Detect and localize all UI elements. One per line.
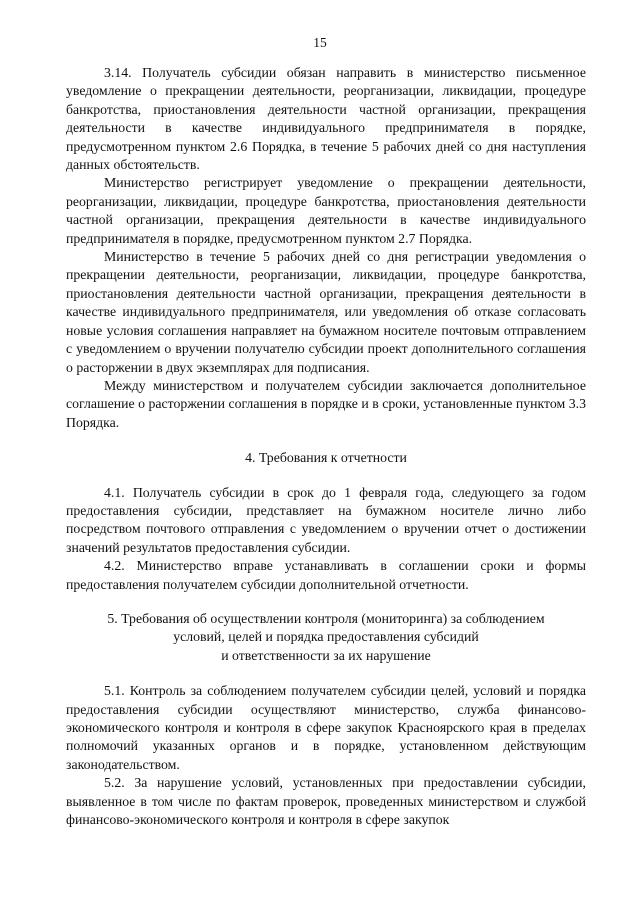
section-5-heading-line-1: 5. Требования об осуществлении контроля (мониторинга) за соблюдением bbox=[107, 610, 545, 626]
paragraph-5-2: 5.2. За нарушение условий, установленных при предоставлении субсидии, выявленное в том числе по фактам проверок, проведенных министерством и службой финансово-экономического контроля и контроля в сфере закупок bbox=[66, 775, 586, 828]
section-5-heading-line-2: условий, целей и порядка предоставления субсидий bbox=[173, 629, 479, 645]
section-5-heading-line-3: и ответственности за их нарушение bbox=[221, 647, 431, 663]
section-4-heading: 4. Требования к отчетности bbox=[245, 450, 407, 466]
document-body bbox=[66, 64, 586, 829]
page-number: 15 bbox=[313, 35, 327, 50]
paragraph-4-1: 4.1. Получатель субсидии в срок до 1 февраля года, следующего за годом предоставления субсидии, представляет на бумажном носителе лично либо посредством почтового отправления с уведомлением о вручении отчет о достижении значений результатов предоставления субсидии. bbox=[66, 484, 586, 555]
paragraph-ministry-registers: Министерство регистрирует уведомление о прекращении деятельности, реорганизации, ликвидации, процедуре банкротства, приостановления деятельности частной организации, прекращения деятельности в качестве индивидуального предпринимателя в порядке, предусмотренном пунктом 2.7 Порядка. bbox=[66, 175, 586, 246]
paragraph-4-2: 4.2. Министерство вправе устанавливать в соглашении сроки и формы предоставления получателем субсидии дополнительной отчетности. bbox=[66, 558, 586, 592]
paragraph-ministry-within-5-days: Министерство в течение 5 рабочих дней со дня регистрации уведомления о прекращении деятельности, реорганизации, ликвидации, процедуре банкротства, приостановления деятельности частной организации, прекращения деятельности в качестве индивидуального предпринимателя, или уведомления об отказе согласовать новые условия соглашения направляет на бумажном носителе почтовым отправлением с уведомлением о вручении получателю субсидии проект дополнительного соглашения о расторжении в двух экземплярах для подписания. bbox=[66, 249, 586, 375]
paragraph-agreement-termination: Между министерством и получателем субсидии заключается дополнительное соглашение о расторжении соглашения в порядке и в сроки, установленные пунктом 3.3 Порядка. bbox=[66, 377, 586, 430]
section-5-heading bbox=[66, 610, 586, 665]
paragraph-5-1: 5.1. Контроль за соблюдением получателем субсидии целей, условий и порядка предоставления субсидии осуществляют министерство, служба финансово-экономического контроля и контроля в сфере закупок Красноярского края в пределах полномочий указанных органов и в порядке, установленном действующим законодательством. bbox=[66, 683, 586, 772]
paragraph-3-14: 3.14. Получатель субсидии обязан направить в министерство письменное уведомление о прекращении деятельности, реорганизации, ликвидации, процедуре банкротства, приостановления деятельности частной организации, прекращения деятельности в качестве индивидуального предпринимателя в порядке, предусмотренном пунктом 2.6 Порядка, в течение 5 рабочих дней со дня наступления данных обстоятельств. bbox=[66, 65, 586, 173]
